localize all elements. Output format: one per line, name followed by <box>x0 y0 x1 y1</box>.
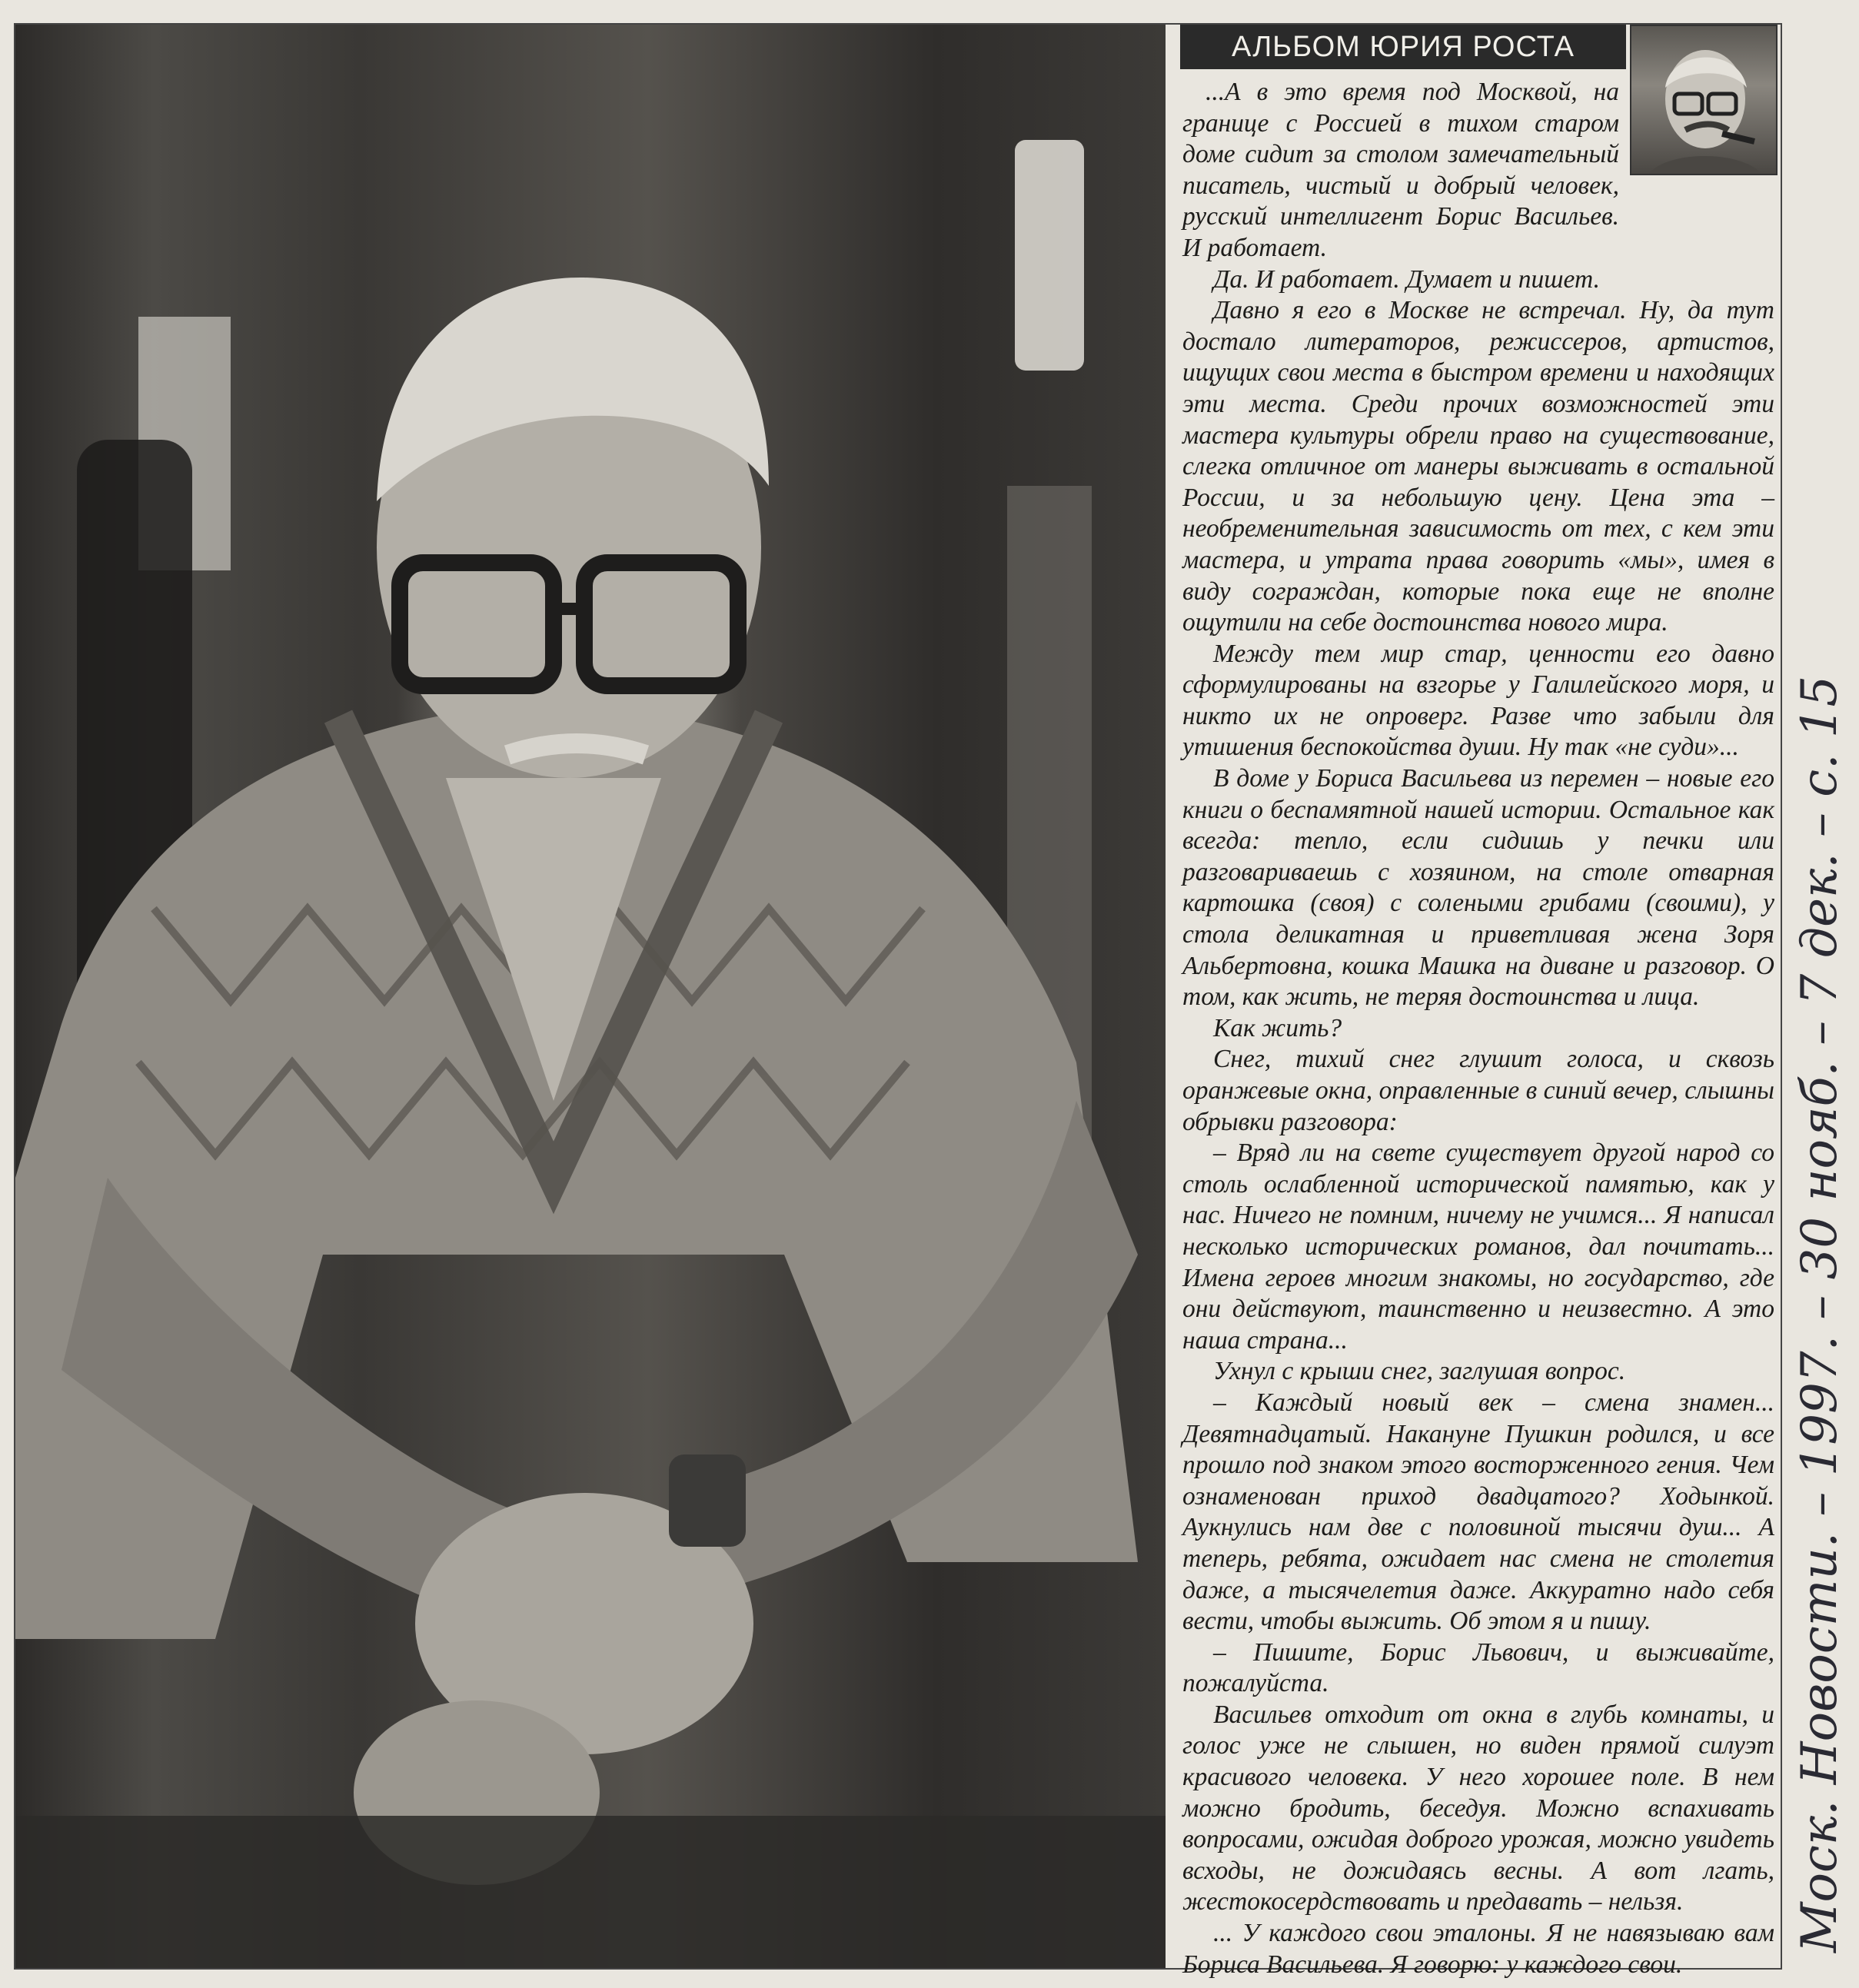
article-paragraph: Как жить? <box>1213 1013 1342 1042</box>
article-paragraph: Васильев отходит от окна в глубь комнаты, и голос уже не слышен, но виден прямой силуэт красивого человека. У него хорошее поле. В нем можно бродить, беседуя. Можно вспахивать вопросами, ожидая доброго урожая, можно увидеть всходы, не дожидаясь весны. А вот лгать, жестокосердствовать и предавать – нельзя. <box>1182 1700 1774 1917</box>
article-paragraph: – Вряд ли на свете существует другой народ со столь ослабленной исторической памятью, как у нас. Ничего не помним, ничему не учимся... Я написал несколько исторических романов, дал почитать... Имена героев многим знакомы, но государство, где они действуют, таинственно и неизвестно. А это наша страна... <box>1182 1139 1774 1355</box>
portrait-illustration <box>15 25 1166 1968</box>
article-paragraph: – Пишите, Борис Львович, и выживайте, пожалуйста. <box>1182 1637 1774 1698</box>
article-body <box>1182 77 1774 1980</box>
article-paragraph: – Каждый новый век – смена знамен... Девятнадцатый. Накануне Пушкин родился, и все прошло под знаком этого восторженного гения. Чем ознаменован приход двадцатого? Ходынкой. Аукнулись нам две с половиной тысячи душ... А теперь, ребята, ожидает нас смена не столетия даже, а тысячелетия даже. Аккуратно надо себя вести, чтобы выжить. Об этом я и пишу. <box>1182 1388 1774 1636</box>
article-paragraph: Ухнул с крыши снег, заглушая вопрос. <box>1213 1357 1626 1386</box>
article-paragraph: Да. И работает. Думает и пишет. <box>1213 264 1600 294</box>
article-paragraph: ... У каждого свои эталоны. Я не навязываю вам Бориса Васильева. Я говорю: у каждого свои. <box>1182 1919 1774 1979</box>
article-paragraph: ...А в это время под Москвой, на границе с Россией в тихом старом доме сидит за столом замечательный писатель, чистый и добрый человек, русский интеллигент Борис Васильев. И работает. <box>1182 78 1619 262</box>
section-heading: АЛЬБОМ ЮРИЯ РОСТА <box>1180 25 1626 69</box>
article-paragraph: Давно я его в Москве не встречал. Ну, да тут достало литераторов, режиссеров, артистов, ищущих свои места в быстром времени и находящих эти места. Среди прочих возможностей эти мастера культуры обрели право на существование, слегка отличное от манеры выживать в остальной России, и за небольшую цену. Цена эта – необременительная зависимость от тех, с кем эти мастера, и утрата права говорить «мы», имея в виду сограждан, которые пока еще не вполне ощутили на себе достоинства нового мира. <box>1182 296 1774 637</box>
article-paragraph: Снег, тихий снег глушит голоса, и сквозь оранжевые окна, оправленные в синий вечер, слышны обрывки разговора: <box>1182 1045 1774 1136</box>
handwritten-source-note: Моск. Новости. – 1997. – 30 нояб. – 7 дек. – с. 15 <box>1791 675 1848 1953</box>
main-portrait-photo <box>15 25 1166 1968</box>
article-paragraph: Между тем мир стар, ценности его давно сформулированы на взгорье у Галилейского моря, и никто их не опроверг. Разве что забыли для утишения беспокойства души. Ну так «не суди»... <box>1182 639 1774 762</box>
article-paragraph: В доме у Бориса Васильева из перемен – новые его книги о беспамятной нашей истории. Остальное как всегда: тепло, если сидишь у печки или разговариваешь с хозяином, на столе отварная картошка (своя) с солеными грибами (своими), у стола деликатная и приветливая жена Зоря Альбертовна, кошка Машка на диване и разговор. О том, как жить, не теряя достоинства и лица. <box>1182 764 1774 1012</box>
article-column <box>1176 25 1781 1979</box>
